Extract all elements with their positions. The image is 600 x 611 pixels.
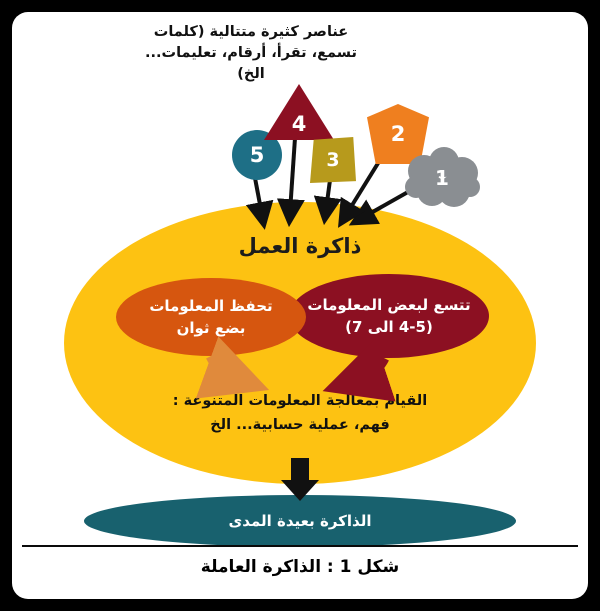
capacity-line-1: تتسع لبعض المعلومات [307, 295, 471, 314]
input-label-4: 4 [291, 112, 307, 136]
figure-caption: شكل 1 : الذاكرة العاملة [200, 557, 400, 577]
input-label-1: 1 [435, 166, 449, 190]
duration-line-2: بضع ثوان [176, 319, 246, 337]
input-shape-4 [264, 84, 334, 140]
processing-text [100, 390, 500, 438]
duration-line-1: تحفظ المعلومات [149, 296, 273, 315]
processing-line-2: فهم، عملية حسابية... الخ [210, 416, 390, 433]
capacity-ellipse [289, 274, 489, 358]
working-memory-title: ذاكرة العمل [238, 234, 362, 258]
input-label-2: 2 [390, 122, 406, 146]
processing-line-1: القيام بمعالجة المعلومات المتنوعة : [172, 393, 428, 409]
input-label-5: 5 [249, 143, 265, 167]
figure-canvas [12, 12, 588, 599]
input-label-3: 3 [326, 149, 340, 171]
caption-divider [22, 545, 578, 547]
duration-ellipse [116, 278, 306, 356]
capacity-line-2: (4-5 الى 7) [345, 318, 433, 336]
top-annotation-text: عناصر كثيرة متتالية (كلمات تسمع، تقرأ، أرقام، تعليمات... الخ) [145, 24, 357, 83]
input-shape-3 [310, 137, 356, 183]
input-shape-1 [404, 147, 480, 209]
long-term-memory-label: الذاكرة بعيدة المدى [228, 512, 372, 530]
